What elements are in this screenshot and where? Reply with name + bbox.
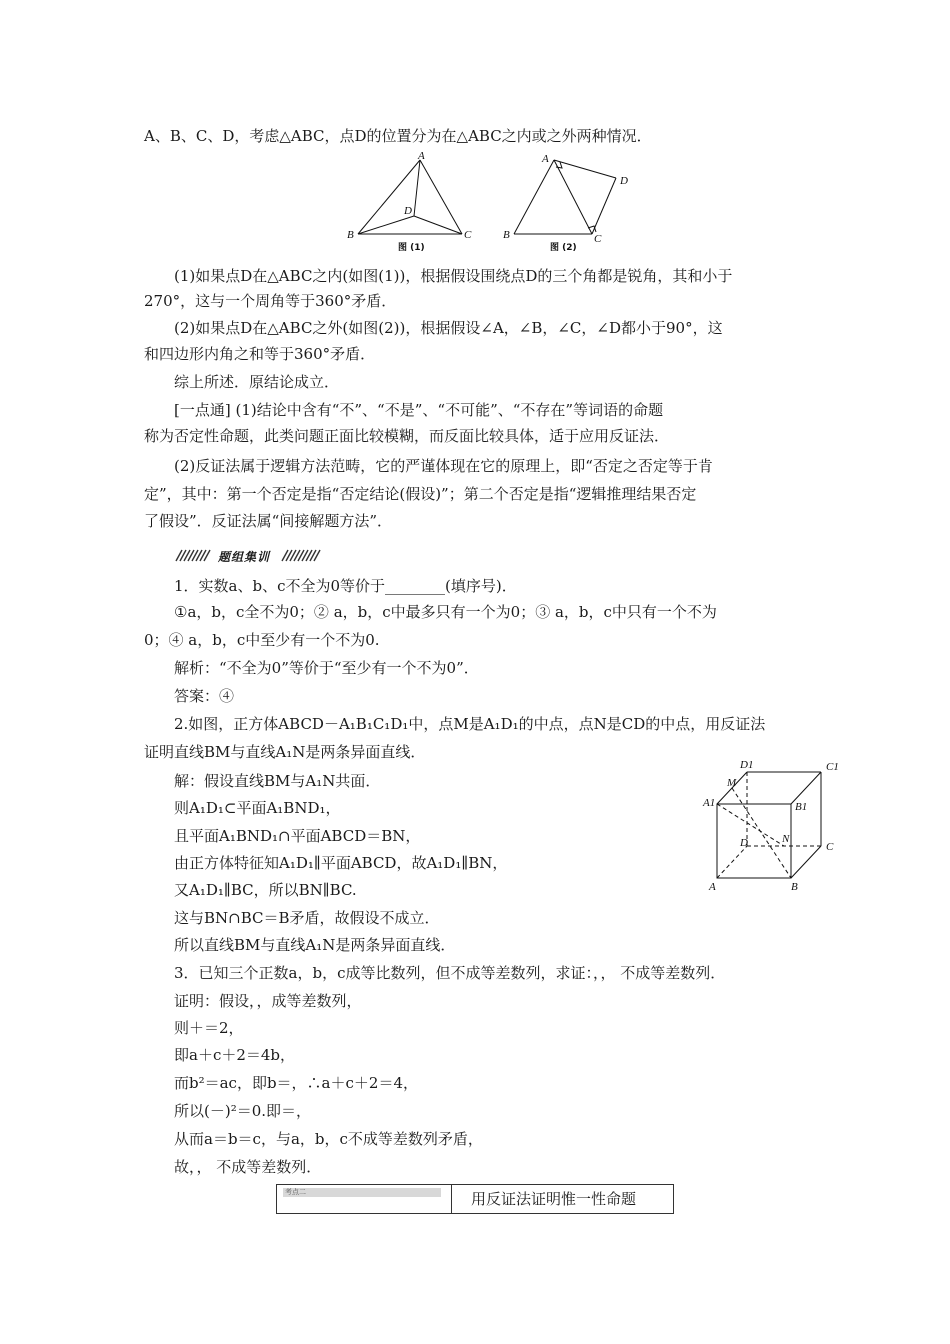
conclusion-line: 综上所述．原结论成立． [174,373,340,391]
cube-label-m: M [727,777,737,789]
fig2-label-d: D [620,175,628,187]
case2-line-1: (2)如果点D在△ABC之外(如图(2))，根据假设∠A，∠B，∠C，∠D都小于90°，这 [174,319,723,337]
cube-label-a: A [709,881,716,893]
cube-figure [700,758,850,894]
q2-solution-line-5: 又A₁D₁∥BC，所以BN∥BC. [174,881,357,899]
q2-solution-line-1: 解：假设直线BM与A₁N共面． [174,772,381,790]
fig1-label-c: C [464,229,472,241]
section-title: 用反证法证明惟一性命题 [471,1190,637,1208]
fig1-label-a: A [418,150,425,162]
section-tag-cell [277,1185,452,1213]
q1-answer: 答案：④ [174,687,235,705]
section-header-table [276,1184,674,1214]
section-tag: 考点二 [285,1188,306,1196]
fig1-caption: 图 (1) [398,243,425,253]
cube-label-c: C [826,841,834,853]
q1-analysis: 解析：“不全为0”等价于“至少有一个不为0”． [174,659,479,677]
figure-2-quadrilateral [500,148,640,256]
q3-proof-line-7: 故，， 不成等差数列． [174,1158,322,1176]
q2-stem-line-1: 2.如图，正方体ABCD－A₁B₁C₁D₁中，点M是A₁D₁的中点，点N是CD的中点，用反证法 [174,715,766,733]
q1-options-line-2: 0；④ a，b，c中至少有一个不为0. [144,631,380,649]
figure-1-triangle [340,148,480,256]
cube-label-a1: A1 [703,797,716,809]
fig2-label-a: A [542,153,549,165]
q2-solution-line-7: 所以直线BM与直线A₁N是两条异面直线． [174,936,456,954]
banner-title: 题组集训 [218,550,271,564]
note2-line-1: (2)反证法属于逻辑方法范畴，它的严谨体现在它的原理上，即“否定之否定等于肯 [174,457,713,475]
q3-proof-line-4: 而b²＝ac，即b＝，∴a＋c＋2＝4， [174,1074,418,1092]
q2-solution-line-3: 且平面A₁BND₁∩平面ABCD＝BN， [174,827,421,845]
fig1-label-b: B [347,229,354,241]
section-tag-bar [283,1188,441,1197]
q3-proof-line-2: 则＋＝2， [174,1019,244,1037]
case1-line-1: (1)如果点D在△ABC之内(如图(1))，根据假设围绕点D的三个角都是锐角，其和小于 [174,267,733,285]
fig2-label-c: C [594,233,602,245]
fig2-label-b: B [503,229,510,241]
q2-solution-line-6: 这与BN∩BC＝B矛盾，故假设不成立． [174,909,440,927]
case2-line-2: 和四边形内角之和等于360°矛盾． [144,345,376,363]
cube-label-d1: D1 [740,759,754,771]
intro-line: A、B、C、D，考虑△ABC，点D的位置分为在△ABC之内或之外两种情况． [144,127,652,145]
cube-label-b: B [791,881,798,893]
note1-line-1: [一点通] (1)结论中含有“不”、“不是”、“不可能”、“不存在”等词语的命题 [174,401,664,419]
fig2-caption: 图 (2) [550,243,577,253]
q1-stem: 1．实数a、b、c不全为0等价于________(填序号)． [174,577,517,595]
cube-label-b1: B1 [795,801,808,813]
q2-stem-line-2: 证明直线BM与直线A₁N是两条异面直线． [144,743,426,761]
case1-line-2: 270°，这与一个周角等于360°矛盾． [144,292,397,310]
cube-label-d: D [740,837,748,849]
q2-solution-line-2: 则A₁D₁⊂平面A₁BND₁， [174,799,341,817]
q3-proof-line-3: 即a＋c＋2＝4b， [174,1046,296,1064]
cube-label-n: N [782,833,790,845]
note2-line-2: 定”，其中：第一个否定是指“否定结论(假设)”；第二个否定是指“逻辑推理结果否定 [144,485,697,503]
q1-options-line-1: ①a，b，c全不为0；② a，b，c中最多只有一个为0；③ a，b，c中只有一个不为 [174,603,717,621]
q3-proof-line-1: 证明：假设，，成等差数列， [174,992,362,1010]
q3-proof-line-6: 从而a＝b＝c，与a，b，c不成等差数列矛盾， [174,1130,483,1148]
note2-line-3: 了假设”．反证法属“间接解题方法”． [144,512,393,530]
cube-label-c1: C1 [826,761,839,773]
fig1-label-d: D [404,205,412,217]
q2-solution-line-4: 由正方体特征知A₁D₁∥平面ABCD，故A₁D₁∥BN， [174,854,508,872]
note1-line-2: 称为否定性命题，此类问题正面比较模糊，而反面比较具体，适于应用反证法． [144,427,670,445]
q3-stem: 3．已知三个正数a，b，c成等比数列，但不成等差数列，求证：，， 不成等差数列． [174,964,726,982]
q3-proof-line-5: 所以(－)²＝0.即＝， [174,1102,312,1120]
